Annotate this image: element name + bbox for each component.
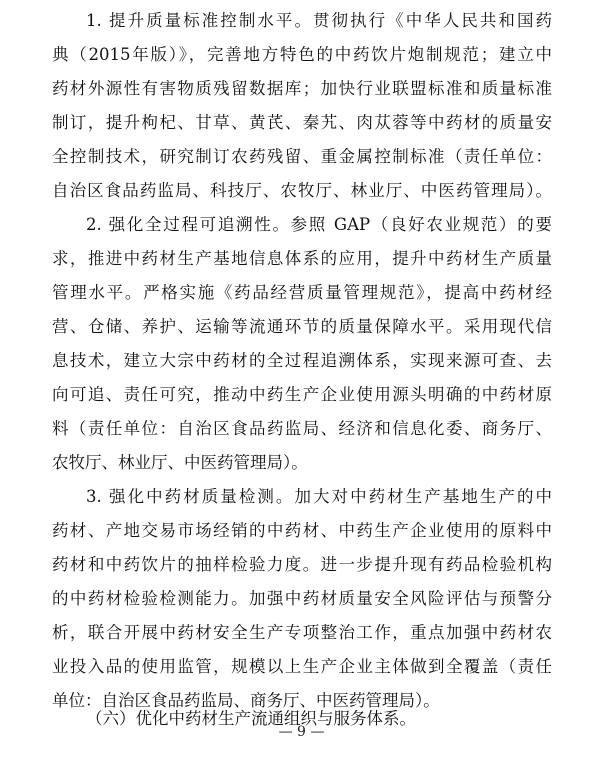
paragraph-1-line-6: 自治区食品药监局、科技厅、农牧厅、林业厅、中医药管理局）。: [52, 181, 552, 200]
paragraph-2-line-8: 农牧厅、林业厅、中医药管理局）。: [52, 453, 308, 472]
paragraph-2-line-4: 营、仓储、养护、运输等流通环节的质量保障水平。采用现代信: [52, 317, 552, 336]
paragraph-3-line-4: 的中药材检验检测能力。加强中药材质量安全风险评估与预警分: [52, 589, 552, 608]
paragraph-1-line-1: 1. 提升质量标准控制水平。贯彻执行《中华人民共和国药: [86, 11, 552, 30]
paragraph-2-line-6: 向可追、责任可究，推动中药生产企业使用源头明确的中药材原: [52, 385, 552, 404]
paragraph-1-line-3: 药材外源性有害物质残留数据库；加快行业联盟标准和质量标准: [52, 79, 552, 98]
paragraph-2-line-5: 息技术，建立大宗中药材的全过程追溯体系，实现来源可查、去: [52, 351, 552, 370]
paragraph-3-line-3: 药材和中药饮片的抽样检验力度。进一步提升现有药品检验机构: [52, 555, 552, 574]
paragraph-1-line-2: 典（2015年版）》，完善地方特色的中药饮片炮制规范；建立中: [52, 45, 552, 64]
paragraph-1-line-5: 全控制技术，研究制订农药残留、重金属控制标准（责任单位：: [52, 147, 552, 166]
paragraph-3-line-5: 析，联合开展中药材安全生产专项整治工作，重点加强中药材农: [52, 623, 552, 642]
paragraph-3-line-2: 药材、产地交易市场经销的中药材、中药生产企业使用的原料中: [52, 521, 552, 540]
paragraph-3-line-6: 业投入品的使用监管，规模以上生产企业主体做到全覆盖（责任: [52, 657, 552, 676]
paragraph-2-line-2: 求，推进中药材生产基地信息体系的应用，提升中药材生产质量: [52, 249, 552, 268]
paragraph-3-line-7: 单位：自治区食品药监局、商务厅、中医药管理局）。: [52, 691, 440, 710]
paragraph-1-line-4: 制订，提升枸杞、甘草、黄芪、秦艽、肉苁蓉等中药材的质量安: [52, 113, 552, 132]
section-heading: （六）优化中药材生产流通组织与服务体系。: [86, 709, 416, 728]
paragraph-2-line-1: 2. 强化全过程可追溯性。参照 GAP（良好农业规范）的要: [86, 215, 552, 234]
paragraph-2-line-3: 管理水平。严格实施《药品经营质量管理规范》，提高中药材经: [52, 283, 552, 302]
page-number: — 9 —: [278, 724, 325, 740]
paragraph-2-line-7: 料（责任单位：自治区食品药监局、经济和信息化委、商务厅、: [52, 419, 552, 438]
paragraph-3-line-1: 3. 强化中药材质量检测。加大对中药材生产基地生产的中: [86, 487, 552, 506]
